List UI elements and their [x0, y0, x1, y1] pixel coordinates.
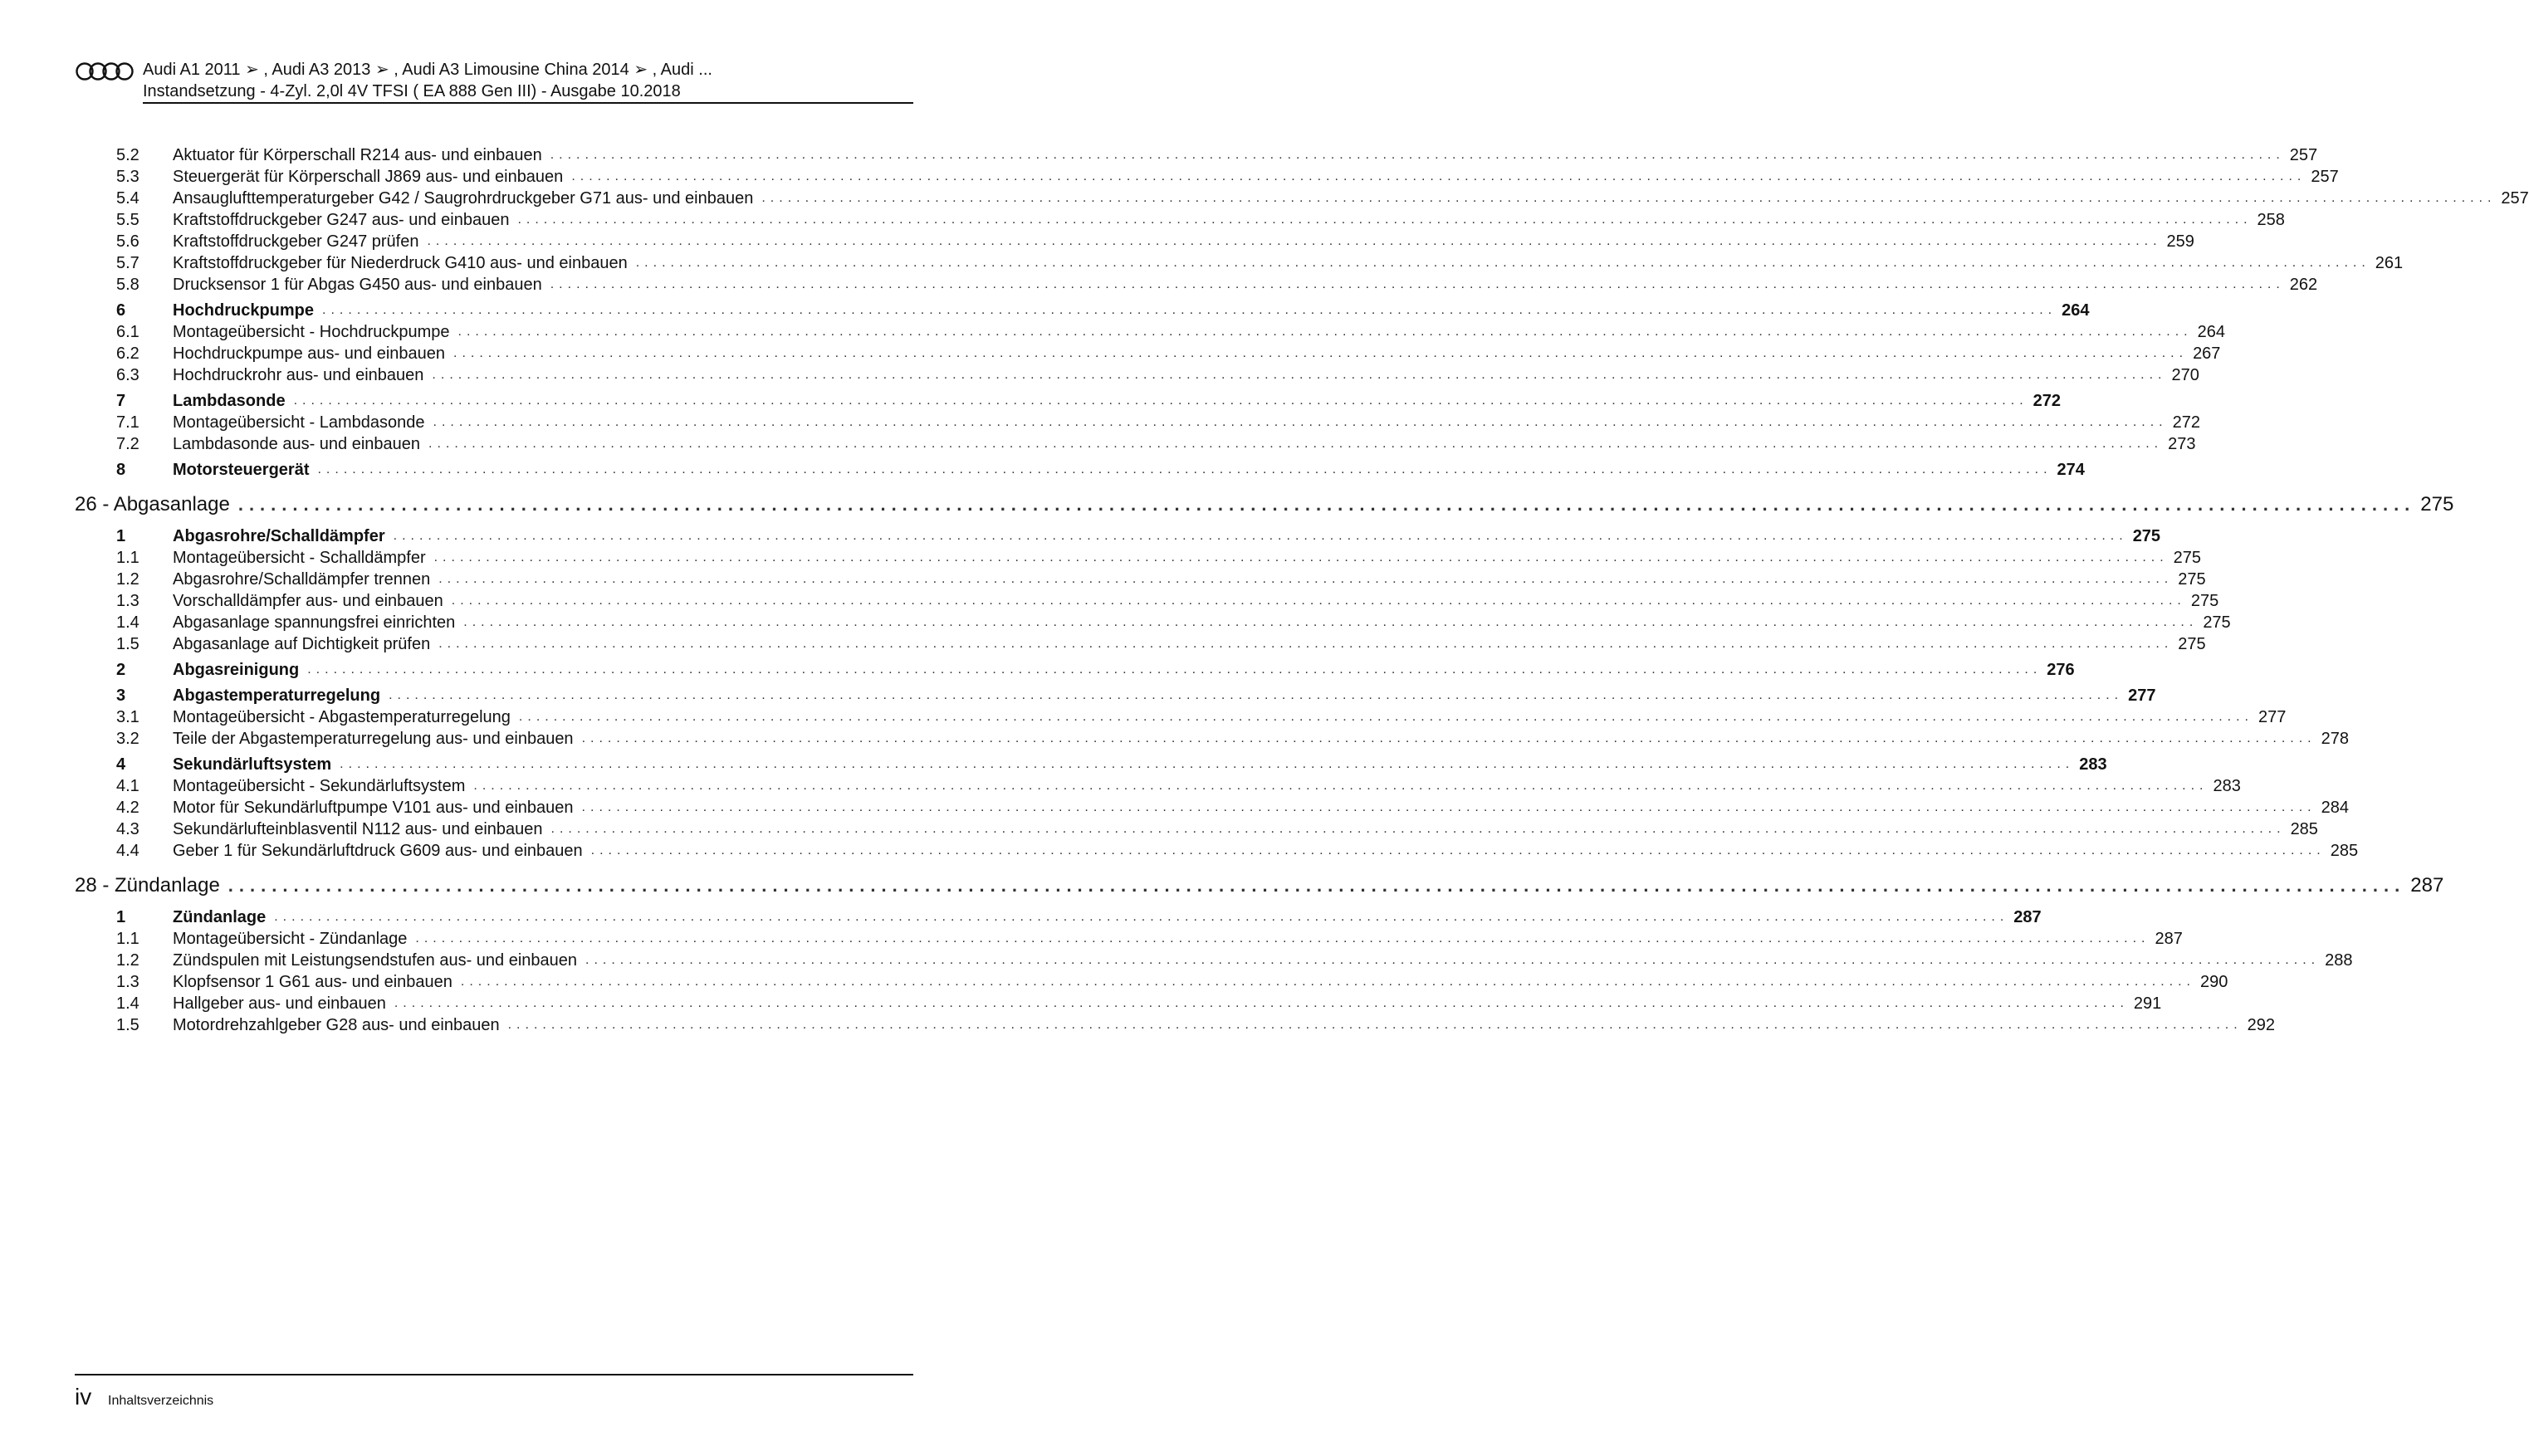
- toc-entry-line: [173, 209, 2285, 231]
- toc-entry-title: Steuergerät für Körperschall J869 aus- und einbauen: [173, 168, 564, 186]
- toc-dot-leader: ........................................................................................................................................................................................................: [590, 843, 2326, 857]
- toc-dot-leader: ........................................................................................................................................................................................................: [394, 996, 2129, 1010]
- toc-entry-number: 1.4: [116, 994, 139, 1013]
- toc-entry-line: [173, 928, 2183, 950]
- toc-entry-title: Montageübersicht - Zündanlage: [173, 930, 408, 948]
- toc-entry-page: 261: [2370, 252, 2403, 274]
- toc-entry-page: 272: [2168, 412, 2200, 433]
- toc-entry-page: 290: [2195, 971, 2228, 993]
- toc-entry-title: Motor für Sekundärluftpumpe V101 aus- und einbauen: [173, 799, 574, 817]
- toc-entry-title: Abgasreinigung: [173, 661, 300, 679]
- toc-dot-leader: ........................................................................................................................................................................................................: [581, 731, 2316, 745]
- toc-entry-page: 262: [2285, 274, 2317, 296]
- toc-section-row[interactable]: [75, 459, 2085, 481]
- toc-subsection-row[interactable]: [75, 950, 2353, 971]
- toc-entry-page: 277: [2253, 706, 2286, 728]
- toc-entry-line: [75, 488, 2454, 521]
- toc-dot-leader: ........................................................................................................................................................................................................: [427, 234, 2162, 248]
- toc-entry-title: Montageübersicht - Hochdruckpumpe: [173, 323, 450, 341]
- toc-entry-page: 277: [2123, 685, 2155, 706]
- toc-entry-page: 283: [2074, 754, 2106, 775]
- toc-entry-title: Zündspulen mit Leistungsendstufen aus- und einbauen: [173, 951, 578, 970]
- toc-subsection-row[interactable]: [75, 433, 2196, 455]
- toc-entry-title: Lambdasonde: [173, 392, 286, 410]
- toc-entry-line: [173, 840, 2359, 862]
- toc-entry-page: 257: [2306, 166, 2338, 188]
- toc-entry-line: [173, 412, 2200, 433]
- header-title-line2: Instandsetzung - 4-Zyl. 2,0l 4V TFSI ( EA 888 Gen III) - Ausgabe 10.2018: [143, 82, 681, 100]
- toc-subsection-row[interactable]: [75, 188, 2529, 209]
- toc-entry-page: 274: [2052, 459, 2085, 481]
- toc-subsection-row[interactable]: [75, 993, 2162, 1014]
- toc-entry-page: 275: [2128, 525, 2160, 547]
- toc-dot-leader: ........................................................................................................................................................................................................: [463, 615, 2199, 629]
- toc-dot-leader: ........................................................................................................................................................................................................: [507, 1018, 2243, 1032]
- toc-entry-line: [173, 728, 2349, 750]
- toc-entry-title: Abgasrohre/Schalldämpfer: [173, 527, 385, 545]
- toc-entry-page: 278: [2316, 728, 2349, 750]
- toc-entry-page: 287: [2405, 869, 2443, 902]
- toc-entry-title: Motorsteuergerät: [173, 461, 310, 479]
- toc-entry-page: 275: [2415, 488, 2453, 521]
- toc-entry-number: 1.5: [116, 1016, 139, 1034]
- toc-dot-leader: ........................................................................................................................................................................................................: [227, 875, 2406, 896]
- toc-section-row[interactable]: [75, 300, 2090, 321]
- toc-dot-leader: ........................................................................................................................................................................................................: [322, 303, 2057, 317]
- toc-entry-title: Aktuator für Körperschall R214 aus- und einbauen: [173, 146, 542, 164]
- toc-entry-page: 257: [2496, 188, 2528, 209]
- toc-entry-number: 7.1: [116, 413, 139, 432]
- toc-entry-number: 5.2: [116, 146, 139, 164]
- toc-entry-line: [173, 547, 2202, 569]
- footer-label: Inhaltsverzeichnis: [108, 1394, 214, 1408]
- toc-entry-number: 1.5: [116, 635, 139, 653]
- toc-subsection-row[interactable]: [75, 166, 2339, 188]
- toc-entry-page: 272: [2028, 390, 2061, 412]
- toc-entry-page: 283: [2208, 775, 2240, 797]
- toc-entry-title: Kraftstoffdruckgeber G247 aus- und einbauen: [173, 211, 510, 229]
- toc-entry-page: 257: [2285, 144, 2317, 166]
- toc-entry-title: Abgasanlage spannungsfrei einrichten: [173, 613, 456, 632]
- toc-dot-leader: ........................................................................................................................................................................................................: [317, 462, 2052, 476]
- toc-dot-leader: ........................................................................................................................................................................................................: [585, 953, 2321, 967]
- toc-section-row[interactable]: [75, 906, 2042, 928]
- toc-entry-title: 26 - Abgasanlage: [75, 493, 230, 515]
- toc-entry-number: 1: [116, 527, 126, 545]
- toc-entry-title: Abgasrohre/Schalldämpfer trennen: [173, 570, 431, 589]
- toc-dot-leader: ........................................................................................................................................................................................................: [550, 277, 2285, 291]
- toc-entry-number: 1.2: [116, 951, 139, 970]
- toc-entry-number: 5.8: [116, 276, 139, 294]
- toc-entry-number: 4.4: [116, 842, 139, 860]
- toc-entry-page: 258: [2253, 209, 2285, 231]
- toc-entry-number: 1: [116, 908, 126, 926]
- toc-section-row[interactable]: [75, 525, 2161, 547]
- toc-entry-line: [173, 343, 2221, 364]
- toc-dot-leader: ........................................................................................................................................................................................................: [451, 594, 2186, 608]
- toc-entry-number: 6.3: [116, 366, 139, 384]
- toc-entry-number: 7: [116, 392, 126, 410]
- toc-entry-page: 291: [2129, 993, 2161, 1014]
- toc-dot-leader: ........................................................................................................................................................................................................: [550, 822, 2286, 836]
- table-of-contents: [75, 144, 2529, 1036]
- toc-entry-title: Kraftstoffdruckgeber G247 prüfen: [173, 232, 419, 251]
- toc-entry-number: 4.3: [116, 820, 139, 838]
- toc-dot-leader: ........................................................................................................................................................................................................: [307, 662, 2042, 677]
- toc-entry-line: [173, 1014, 2276, 1036]
- toc-entry-title: Sekundärluftsystem: [173, 755, 332, 774]
- toc-entry-number: 6.2: [116, 344, 139, 363]
- toc-entry-title: Kraftstoffdruckgeber für Niederdruck G410 aus- und einbauen: [173, 254, 628, 272]
- toc-subsection-row[interactable]: [75, 612, 2231, 633]
- toc-entry-page: 285: [2286, 818, 2318, 840]
- toc-dot-leader: ........................................................................................................................................................................................................: [473, 779, 2209, 793]
- toc-section-row[interactable]: [75, 390, 2062, 412]
- toc-subsection-row[interactable]: [75, 252, 2404, 274]
- toc-subsection-row[interactable]: [75, 818, 2318, 840]
- audi-rings-logo: [75, 61, 135, 81]
- toc-entry-number: 1.4: [116, 613, 139, 632]
- toc-entry-page: 275: [2198, 612, 2230, 633]
- toc-entry-page: 284: [2316, 797, 2349, 818]
- toc-entry-line: [173, 188, 2529, 209]
- toc-subsection-row[interactable]: [75, 321, 2225, 343]
- toc-entry-number: 3.1: [116, 708, 139, 726]
- toc-entry-line: [173, 590, 2219, 612]
- toc-entry-page: 288: [2320, 950, 2352, 971]
- toc-section-row[interactable]: [75, 659, 2075, 681]
- toc-entry-line: [173, 775, 2241, 797]
- toc-entry-page: 259: [2162, 231, 2194, 252]
- toc-entry-number: 1.1: [116, 930, 139, 948]
- toc-entry-number: 6.1: [116, 323, 139, 341]
- toc-chapter-row[interactable]: [75, 488, 2454, 521]
- toc-dot-leader: ........................................................................................................................................................................................................: [550, 148, 2285, 162]
- toc-entry-page: 275: [2186, 590, 2218, 612]
- toc-entry-number: 1.1: [116, 549, 139, 567]
- toc-entry-line: [173, 144, 2318, 166]
- toc-subsection-row[interactable]: [75, 364, 2199, 386]
- toc-entry-title: Drucksensor 1 für Abgas G450 aus- und einbauen: [173, 276, 542, 294]
- toc-dot-leader: ........................................................................................................................................................................................................: [571, 169, 2306, 183]
- toc-dot-leader: ........................................................................................................................................................................................................: [460, 975, 2195, 989]
- toc-dot-leader: ........................................................................................................................................................................................................: [453, 346, 2189, 360]
- toc-subsection-row[interactable]: [75, 797, 2349, 818]
- toc-entry-title: Abgastemperaturregelung: [173, 686, 381, 705]
- toc-entry-title: Montageübersicht - Schalldämpfer: [173, 549, 426, 567]
- toc-entry-line: [173, 459, 2085, 481]
- toc-dot-leader: ........................................................................................................................................................................................................: [274, 910, 2009, 924]
- toc-dot-leader: ........................................................................................................................................................................................................: [389, 688, 2124, 702]
- toc-entry-number: 5.4: [116, 189, 139, 208]
- toc-entry-line: [173, 390, 2062, 412]
- toc-entry-title: Lambdasonde aus- und einbauen: [173, 435, 421, 453]
- footer-page-number: iv: [75, 1384, 92, 1410]
- toc-entry-page: 287: [2008, 906, 2041, 928]
- toc-dot-leader: ........................................................................................................................................................................................................: [340, 757, 2075, 771]
- toc-entry-title: Montageübersicht - Abgastemperaturregelung: [173, 708, 511, 726]
- toc-subsection-row[interactable]: [75, 971, 2228, 993]
- toc-entry-title: Klopfsensor 1 G61 aus- und einbauen: [173, 973, 452, 991]
- toc-entry-line: [173, 706, 2287, 728]
- toc-entry-line: [173, 633, 2206, 655]
- toc-subsection-row[interactable]: [75, 144, 2318, 166]
- toc-entry-line: [173, 993, 2162, 1014]
- toc-entry-page: 276: [2042, 659, 2074, 681]
- toc-entry-title: Zündanlage: [173, 908, 267, 926]
- toc-entry-number: 3.2: [116, 730, 139, 748]
- toc-entry-number: 1.3: [116, 973, 139, 991]
- toc-subsection-row[interactable]: [75, 928, 2183, 950]
- toc-entry-line: [173, 754, 2107, 775]
- header-divider: [143, 102, 913, 104]
- toc-entry-title: Sekundärlufteinblasventil N112 aus- und einbauen: [173, 820, 543, 838]
- toc-subsection-row[interactable]: [75, 274, 2318, 296]
- toc-entry-number: 3: [116, 686, 126, 705]
- toc-entry-number: 5.3: [116, 168, 139, 186]
- toc-subsection-row[interactable]: [75, 412, 2200, 433]
- toc-entry-line: [173, 525, 2161, 547]
- toc-dot-leader: ........................................................................................................................................................................................................: [517, 213, 2253, 227]
- toc-entry-line: [173, 797, 2349, 818]
- header-title-line1: Audi A1 2011 ➢ , Audi A3 2013 ➢ , Audi A3 Limousine China 2014 ➢ , Audi ...: [143, 61, 712, 79]
- toc-entry-line: [173, 274, 2318, 296]
- toc-entry-page: 264: [2193, 321, 2225, 343]
- toc-dot-leader: ........................................................................................................................................................................................................: [433, 415, 2168, 429]
- toc-dot-leader: ........................................................................................................................................................................................................: [438, 572, 2174, 586]
- toc-dot-leader: ........................................................................................................................................................................................................: [415, 931, 2150, 945]
- toc-entry-number: 8: [116, 461, 126, 479]
- toc-subsection-row[interactable]: [75, 633, 2206, 655]
- toc-entry-line: [173, 364, 2199, 386]
- toc-entry-line: [173, 231, 2194, 252]
- toc-entry-number: 5.5: [116, 211, 139, 229]
- toc-section-row[interactable]: [75, 685, 2156, 706]
- toc-entry-page: 292: [2243, 1014, 2275, 1036]
- toc-entry-line: [173, 166, 2339, 188]
- toc-entry-title: Teile der Abgastemperaturregelung aus- und einbauen: [173, 730, 574, 748]
- toc-entry-title: Hochdruckpumpe aus- und einbauen: [173, 344, 445, 363]
- toc-entry-title: 28 - Zündanlage: [75, 874, 220, 897]
- footer-divider: [75, 1374, 913, 1375]
- toc-entry-page: 264: [2057, 300, 2089, 321]
- toc-entry-title: Montageübersicht - Sekundärluftsystem: [173, 777, 466, 795]
- toc-dot-leader: ........................................................................................................................................................................................................: [237, 494, 2416, 515]
- toc-entry-line: [173, 971, 2228, 993]
- toc-dot-leader: ........................................................................................................................................................................................................: [438, 637, 2174, 651]
- toc-entry-line: [173, 950, 2353, 971]
- toc-entry-page: 270: [2166, 364, 2199, 386]
- toc-entry-line: [173, 659, 2075, 681]
- toc-dot-leader: ........................................................................................................................................................................................................: [761, 191, 2497, 205]
- toc-entry-number: 4.1: [116, 777, 139, 795]
- toc-entry-number: 2: [116, 661, 126, 679]
- toc-entry-line: [173, 300, 2090, 321]
- toc-subsection-row[interactable]: [75, 775, 2241, 797]
- toc-entry-line: [173, 685, 2156, 706]
- toc-dot-leader: ........................................................................................................................................................................................................: [433, 550, 2169, 564]
- toc-subsection-row[interactable]: [75, 209, 2285, 231]
- toc-entry-line: [173, 252, 2404, 274]
- toc-entry-line: [173, 433, 2196, 455]
- toc-entry-title: Montageübersicht - Lambdasonde: [173, 413, 425, 432]
- toc-dot-leader: ........................................................................................................................................................................................................: [428, 437, 2164, 451]
- toc-entry-number: 5.7: [116, 254, 139, 272]
- toc-dot-leader: ........................................................................................................................................................................................................: [518, 710, 2253, 724]
- page-header: [75, 60, 913, 103]
- toc-entry-line: [173, 612, 2231, 633]
- toc-subsection-row[interactable]: [75, 231, 2194, 252]
- toc-chapter-row[interactable]: [75, 869, 2444, 902]
- toc-dot-leader: ........................................................................................................................................................................................................: [457, 325, 2193, 339]
- toc-dot-leader: ........................................................................................................................................................................................................: [393, 529, 2128, 543]
- toc-entry-page: 273: [2163, 433, 2195, 455]
- toc-entry-title: Abgasanlage auf Dichtigkeit prüfen: [173, 635, 431, 653]
- toc-entry-line: [173, 321, 2225, 343]
- toc-entry-title: Motordrehzahlgeber G28 aus- und einbauen: [173, 1016, 500, 1034]
- toc-entry-page: 275: [2173, 569, 2205, 590]
- toc-dot-leader: ........................................................................................................................................................................................................: [635, 256, 2370, 270]
- toc-entry-page: 287: [2150, 928, 2182, 950]
- toc-dot-leader: ........................................................................................................................................................................................................: [293, 393, 2028, 408]
- toc-entry-title: Hallgeber aus- und einbauen: [173, 994, 386, 1013]
- toc-subsection-row[interactable]: [75, 706, 2287, 728]
- toc-entry-page: 275: [2169, 547, 2201, 569]
- toc-entry-number: 4.2: [116, 799, 139, 817]
- toc-subsection-row[interactable]: [75, 343, 2221, 364]
- toc-entry-number: 4: [116, 755, 126, 774]
- toc-entry-line: [173, 569, 2206, 590]
- toc-dot-leader: ........................................................................................................................................................................................................: [432, 368, 2167, 382]
- toc-entry-line: [173, 906, 2042, 928]
- toc-subsection-row[interactable]: [75, 547, 2202, 569]
- toc-subsection-row[interactable]: [75, 1014, 2276, 1036]
- toc-entry-number: 1.2: [116, 570, 139, 589]
- toc-entry-number: 5.6: [116, 232, 139, 251]
- toc-subsection-row[interactable]: [75, 590, 2219, 612]
- toc-entry-page: 285: [2326, 840, 2358, 862]
- toc-entry-number: 6: [116, 301, 126, 320]
- toc-entry-number: 7.2: [116, 435, 139, 453]
- toc-entry-title: Hochdruckrohr aus- und einbauen: [173, 366, 424, 384]
- toc-subsection-row[interactable]: [75, 840, 2359, 862]
- toc-entry-title: Ansauglufttemperaturgeber G42 / Saugrohrdruckgeber G71 aus- und einbauen: [173, 189, 754, 208]
- toc-subsection-row[interactable]: [75, 569, 2206, 590]
- toc-subsection-row[interactable]: [75, 728, 2349, 750]
- toc-entry-number: 1.3: [116, 592, 139, 610]
- toc-section-row[interactable]: [75, 754, 2107, 775]
- toc-dot-leader: ........................................................................................................................................................................................................: [581, 800, 2316, 814]
- toc-entry-title: Geber 1 für Sekundärluftdruck G609 aus- und einbauen: [173, 842, 583, 860]
- toc-entry-line: [173, 818, 2318, 840]
- toc-entry-line: [75, 869, 2444, 902]
- toc-entry-page: 267: [2188, 343, 2220, 364]
- toc-entry-page: 275: [2173, 633, 2205, 655]
- toc-entry-title: Vorschalldämpfer aus- und einbauen: [173, 592, 443, 610]
- toc-entry-title: Hochdruckpumpe: [173, 301, 315, 320]
